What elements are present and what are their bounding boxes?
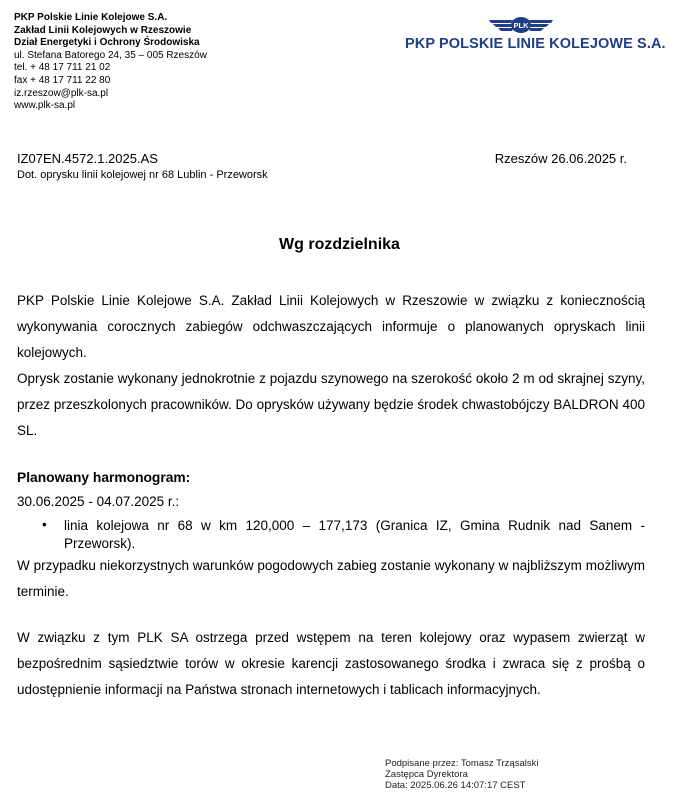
org-website: www.plk-sa.pl (14, 100, 76, 112)
winged-emblem-icon (405, 14, 637, 36)
digital-signature (385, 758, 538, 791)
document-title: Wg rozdzielnika (279, 236, 400, 253)
paragraph-2: Oprysk zostanie wykonany jednokrotnie z pojazdu szynowego na szerokość około 2 m od skrajnej szyny, przez przeszkolonych pracowników. Do oprysków używany będzie środek chwastobójczy BALDRON 400 SL. (17, 371, 645, 438)
schedule-item: linia kolejowa nr 68 w km 120,000 – 177,173 (Granica IZ, Gmina Rudnik nad Sanem - Przeworsk). (64, 518, 645, 551)
weather-note: W przypadku niekorzystnych warunków pogodowych zabieg zostanie wykonany w najbliższym możliwym terminie. (17, 558, 645, 599)
reference-number: IZ07EN.4572.1.2025.AS (17, 151, 158, 166)
svg-text:PLK: PLK (513, 21, 529, 30)
org-name: PKP Polskie Linie Kolejowe S.A. (14, 12, 168, 23)
signature-signer: Podpisane przez: Tomasz Trząsalski (385, 758, 539, 769)
signature-date: Data: 2025.06.26 14:07:17 CEST (385, 780, 526, 791)
body-intro (17, 288, 645, 444)
place-date: Rzeszów 26.06.2025 r. (494, 151, 627, 166)
plk-logo (405, 14, 666, 60)
logo-text: PKP POLSKIE LINIE KOLEJOWE S.A. (405, 36, 666, 52)
org-address: ul. Stefana Batorego 24, 35 – 005 Rzeszów (14, 49, 207, 61)
reference-subject: Dot. oprysku linii kolejowej nr 68 Lublin - Przeworsk (17, 169, 268, 181)
org-phone: tel. + 48 17 711 21 02 (14, 62, 111, 74)
paragraph-3: W związku z tym PLK SA ostrzega przed wstępem na teren kolejowy oraz wypasem zwierząt w bezpośrednim sąsiedztwie torów w okresie karencji zastosowanego środka i zwraca się z prośbą o udostępnienie informacji na Państwa stronach internetowych i tablicach informacyjnych. (17, 630, 645, 697)
paragraph-1: PKP Polskie Linie Kolejowe S.A. Zakład Linii Kolejowych w Rzeszowie w związku z koniecznością wykonywania corocznych zabiegów odchwaszczających informuje o planowanych opryskach linii kolejowych. (17, 293, 645, 360)
org-email: iz.rzeszow@plk-sa.pl (14, 87, 109, 99)
org-department: Dział Energetyki i Ochrony Środowiska (14, 37, 200, 49)
org-fax: fax + 48 17 711 22 80 (14, 74, 111, 86)
bullet-icon: • (42, 517, 47, 532)
org-unit: Zakład Linii Kolejowych w Rzeszowie (14, 24, 192, 36)
schedule-dates: 30.06.2025 - 04.07.2025 r.: (17, 494, 180, 509)
sender-header (14, 12, 207, 113)
schedule-heading: Planowany harmonogram: (17, 470, 191, 485)
signature-role: Zastępca Dyrektora (385, 769, 468, 780)
